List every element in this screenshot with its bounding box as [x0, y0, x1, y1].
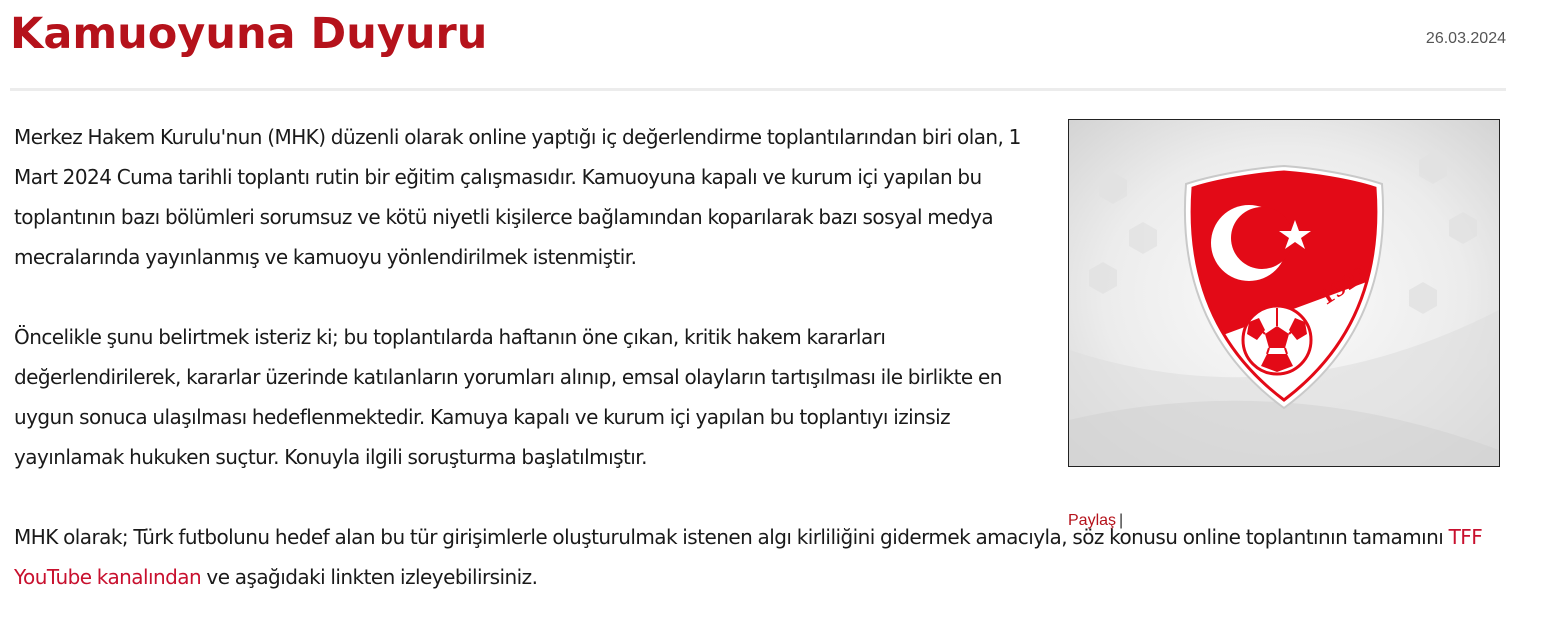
paragraph-text: MHK olarak; Türk futbolunu hedef alan bu tür girişimlerle oluşturulmak istenen algı kirliliğini gidermek amacıyla, söz konusu online toplantının tamamını [14, 525, 1449, 549]
page-title: Kamuoyuna Duyuru [10, 9, 488, 59]
article-header [10, 0, 1506, 91]
share-separator: | [1119, 512, 1124, 529]
logo-year: 1923 [1314, 259, 1375, 311]
football-icon [1243, 306, 1311, 374]
paragraph-text: ve aşağıdaki linkten izleyebilirsiniz. [201, 565, 538, 589]
article-paragraph: Öncelikle şunu belirtmek isteriz ki; bu toplantılarda haftanın öne çıkan, kritik hakem kararları değerlendirilerek, kararlar üzerinde katılanların yorumları alınıp, emsal olayların tartışılması ile birlikte en uygun sonuca ulaşılması hedeflenmektedir. Kamuya kapalı ve kurum içi yapılan bu toplantıyı izinsiz yayınlamak hukuken suçtur. Konuyla ilgili soruşturma başlatılmıştır. [14, 325, 1002, 469]
article-image [1068, 119, 1500, 467]
article-paragraph: Merkez Hakem Kurulu'nun (MHK) düzenli olarak online yaptığı iç değerlendirme toplantılarından biri olan, 1 Mart 2024 Cuma tarihli toplantı rutin bir eğitim çalışmasıdır. Kamuoyuna kapalı ve kurum içi yapılan bu toplantının bazı bölümleri sorumsuz ve kötü niyetli kişilerce bağlamından koparılarak bazı sosyal medya mecralarında yayınlanmış ve kamuoyu yönlendirilmek istenmiştir. [14, 125, 1021, 269]
publish-date: 26.03.2024 [1425, 30, 1506, 47]
article-paragraph [14, 517, 1494, 597]
share-bar [1068, 512, 1123, 530]
tff-youtube-link[interactable]: TFF YouTube kanalından [14, 525, 1483, 589]
image-canvas [1069, 120, 1499, 466]
share-link[interactable]: Paylaş [1068, 512, 1117, 529]
